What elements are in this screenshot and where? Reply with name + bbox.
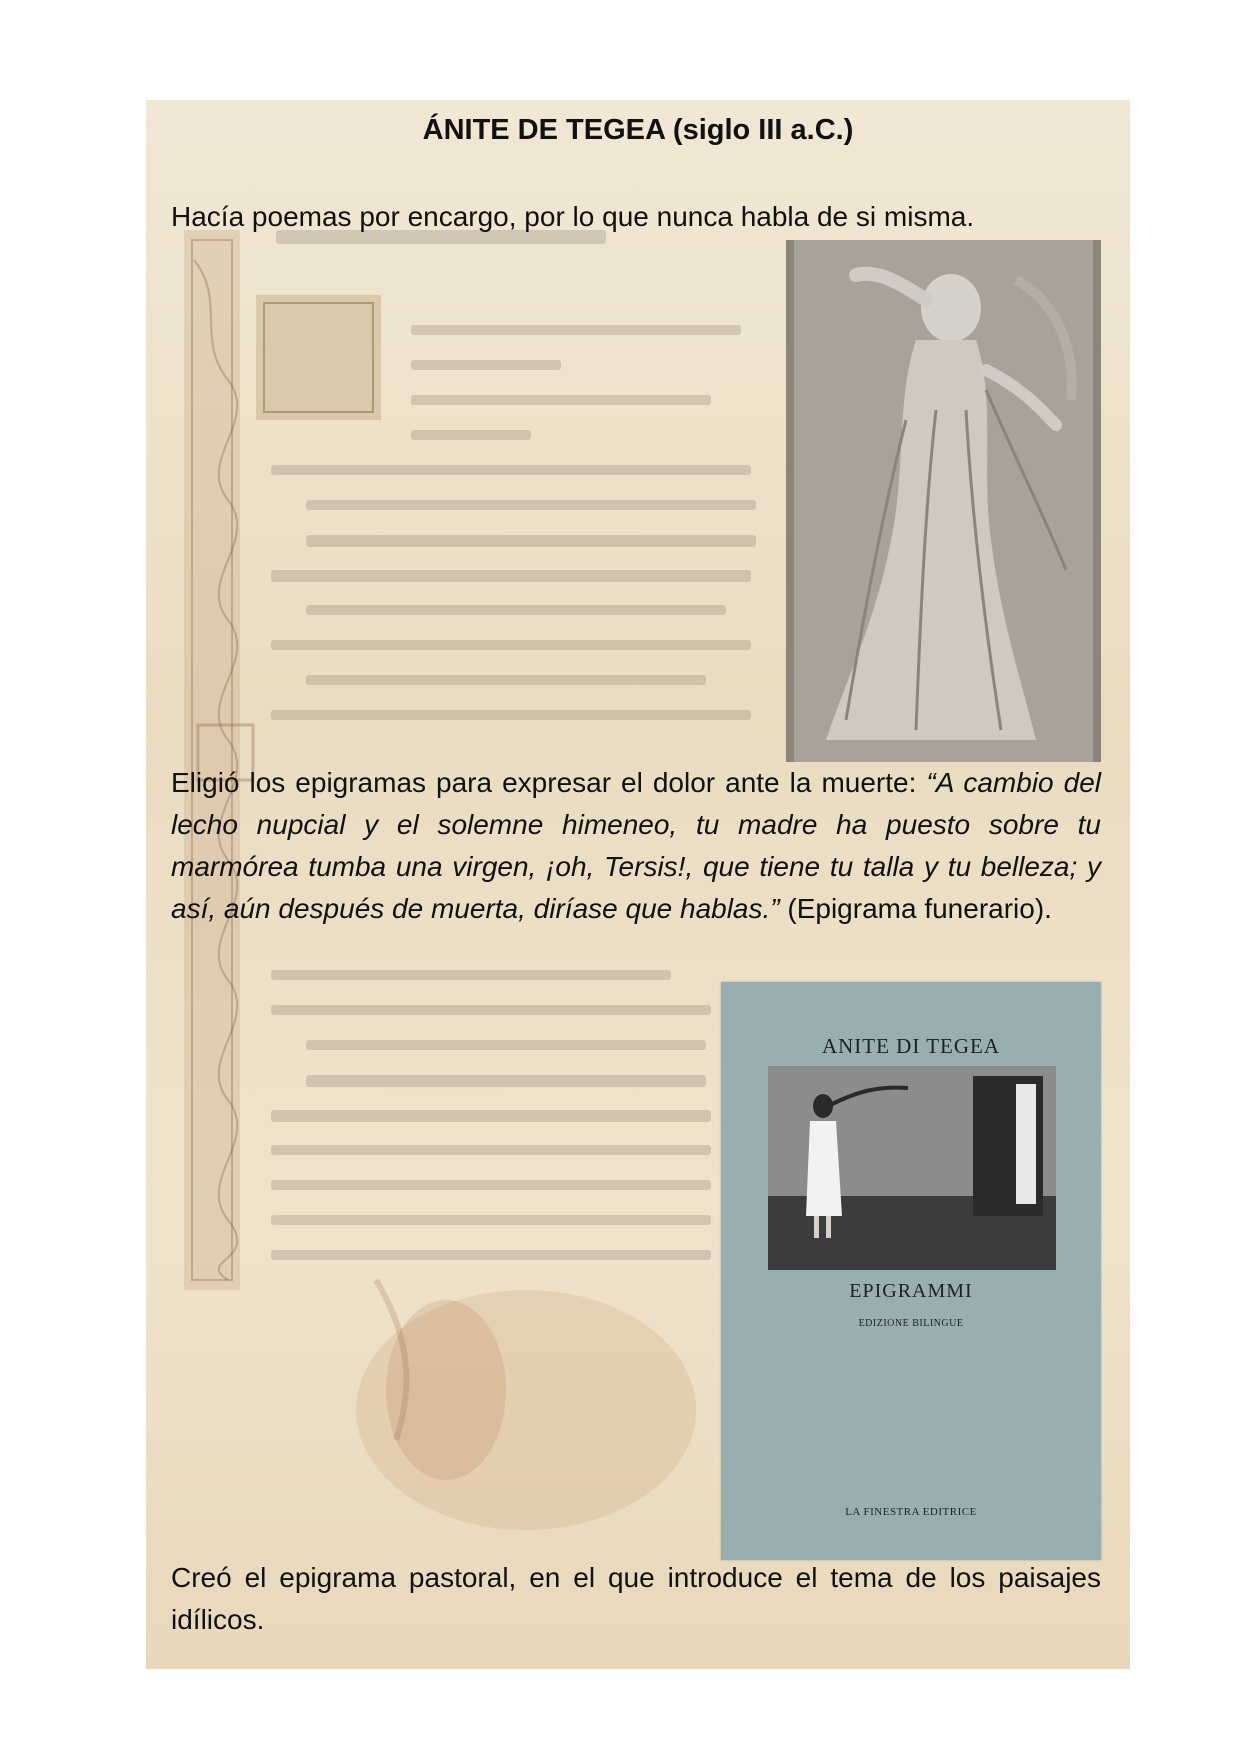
epigram-quote: “A cambio del lecho nupcial y el solemne himeneo, tu madre ha puesto sobre tu marmórea tumba una virgen, ¡oh, Tersis!, que tiene tu talla y tu belleza; y así, aún después de muerta, diríase que hablas.” (171, 767, 1102, 924)
intro-paragraph: Hacía poemas por encargo, por lo que nunca habla de si misma. (171, 201, 975, 232)
document-page (146, 100, 1130, 1669)
cover-title: EPIGRAMMI (849, 1280, 973, 1302)
relief-sculpture-image (786, 240, 1101, 762)
pastoral-paragraph: Creó el epigrama pastoral, en el que introduce el tema de los paisajes idílicos. (171, 1562, 1101, 1635)
cover-publisher: LA FINESTRA EDITRICE (845, 1506, 977, 1518)
epigram-source: (Epigrama funerario). (779, 893, 1052, 924)
cover-photo-illustration (768, 1066, 1056, 1270)
cover-photo (768, 1066, 1056, 1270)
page-title: ÁNITE DE TEGEA (siglo III a.C.) (422, 114, 854, 146)
cover-author: ANITE DI TEGEA (821, 1034, 1001, 1058)
dancing-figure-illustration (786, 240, 1101, 762)
epigram-paragraph (171, 762, 1101, 930)
book-cover-image (721, 982, 1101, 1560)
cover-subtitle: EDIZIONE BILINGUE (858, 1318, 964, 1329)
epigram-lead-text: Eligió los epigramas para expresar el dolor ante la muerte: (171, 767, 927, 798)
